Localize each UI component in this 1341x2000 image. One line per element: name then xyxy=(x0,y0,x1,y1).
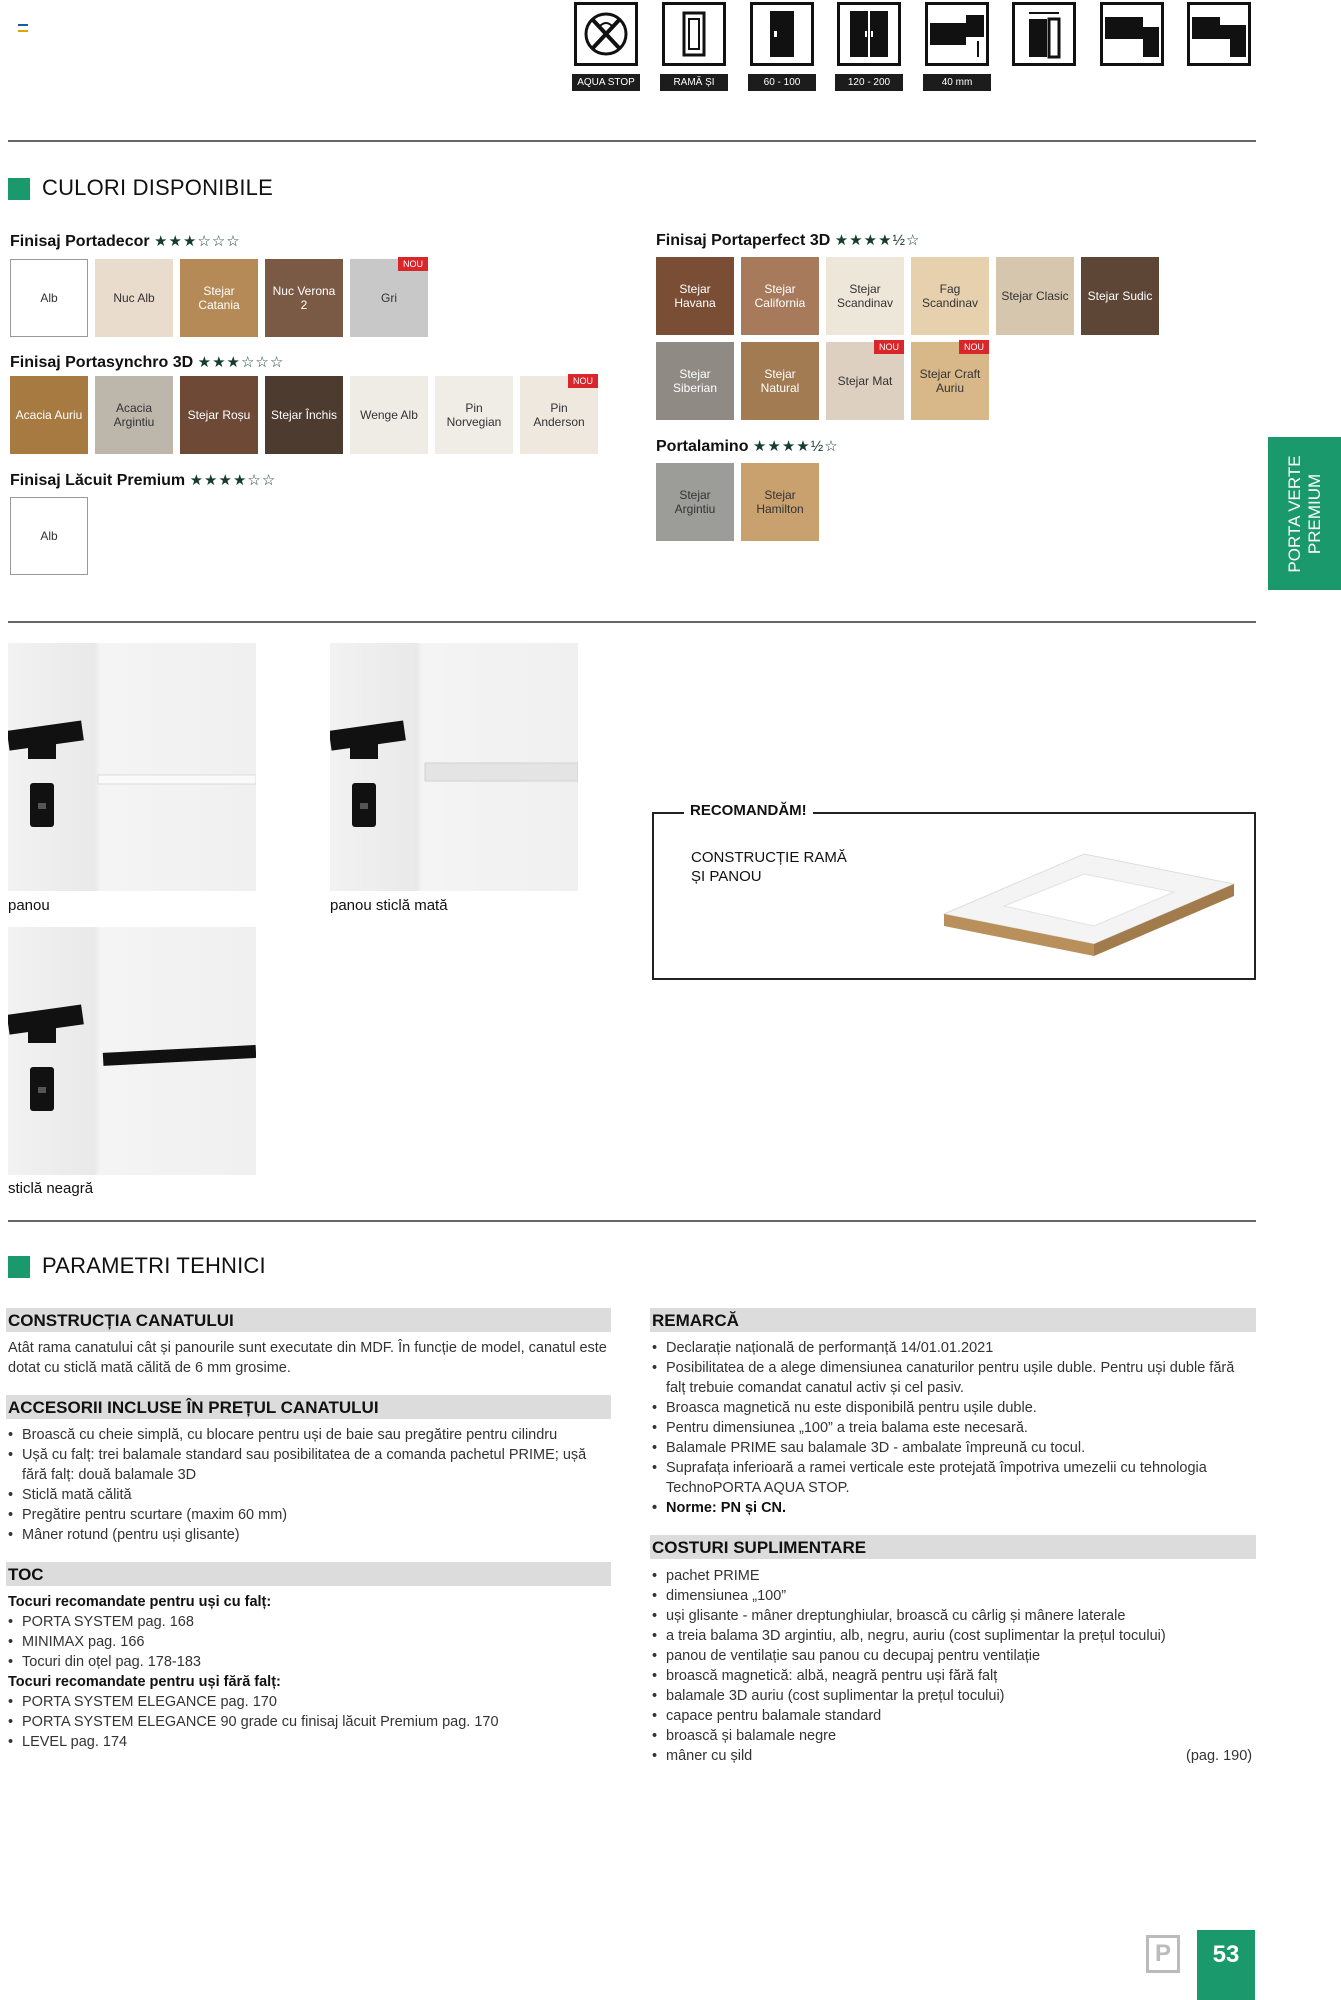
door-handle-illustration xyxy=(8,927,256,1175)
new-badge: NOU xyxy=(874,340,904,354)
list-item: • mâner cu șild xyxy=(652,1746,1256,1766)
photo-caption: panou xyxy=(8,897,50,914)
remarca-list xyxy=(652,1338,1256,1518)
costuri-list xyxy=(652,1566,1256,1766)
color-swatch xyxy=(656,463,734,541)
swatch-label: Stejar Mat xyxy=(837,374,893,388)
page-number: 53 xyxy=(1197,1930,1255,2000)
list-item: • broască și balamale negre xyxy=(652,1726,1256,1746)
swatch-label: Stejar Craft Auriu xyxy=(919,367,981,395)
list-item: • PORTA SYSTEM ELEGANCE pag. 170 xyxy=(8,1692,608,1712)
list-item: • panou de ventilație sau panou cu decupaj pentru ventilație xyxy=(652,1646,1256,1666)
list-item: • uși glisante - mâner dreptunghiular, broască cu cârlig și mânere laterale xyxy=(652,1606,1256,1626)
constructie-heading: CONSTRUCȚIA CANATULUI xyxy=(6,1308,611,1332)
icon-label: 40 mm xyxy=(923,74,991,91)
new-badge: NOU xyxy=(568,374,598,388)
list-item: • a treia balama 3D argintiu, alb, negru, auriu (cost suplimentar la prețul tocului) xyxy=(652,1626,1256,1646)
swatch-label: Stejar Natural xyxy=(760,367,800,395)
divider xyxy=(8,140,1256,142)
rebate-door-icon xyxy=(1100,2,1164,66)
rating-stars: ★★★☆☆☆ xyxy=(154,233,241,250)
toc-subheading-fara-falt: Tocuri recomandate pentru uși fără falț: xyxy=(8,1674,281,1690)
no-rebate-door-icon xyxy=(1187,2,1251,66)
recommend-box xyxy=(652,802,1256,980)
recommend-line2: ȘI PANOU xyxy=(691,868,762,885)
color-swatch xyxy=(520,376,598,454)
color-swatch xyxy=(741,342,819,420)
color-swatch xyxy=(826,342,904,420)
divider xyxy=(8,1220,1256,1222)
color-swatch xyxy=(656,257,734,335)
list-item: • Mâner rotund (pentru uși glisante) xyxy=(8,1525,608,1545)
corner-mark xyxy=(18,24,28,32)
remarca-heading: REMARCĂ xyxy=(650,1308,1256,1332)
swatch-label: Stejar Catania xyxy=(198,284,240,312)
swatch-label: Stejar Sudic xyxy=(1087,289,1153,303)
icon-label: 120 - 200 xyxy=(835,74,903,91)
color-swatch xyxy=(265,376,343,454)
color-swatch xyxy=(350,376,428,454)
list-item: • Sticlă mată călită xyxy=(8,1485,608,1505)
swatch-label: Stejar Havana xyxy=(674,282,716,310)
swatch-label: Stejar Scandinav xyxy=(836,282,894,310)
list-item: • capace pentru balamale standard xyxy=(652,1706,1256,1726)
color-swatch xyxy=(350,259,428,337)
frame-panel-icon xyxy=(662,2,726,66)
list-item: • balamale 3D auriu (cost suplimentar la prețul tocului) xyxy=(652,1686,1256,1706)
list-item: • Pregătire pentru scurtare (maxim 60 mm) xyxy=(8,1505,608,1525)
color-swatch xyxy=(656,342,734,420)
swatch-label: Alb xyxy=(40,529,58,543)
list-item: • PORTA SYSTEM pag. 168 xyxy=(8,1612,608,1632)
side-tab-line1: PORTA VERTE xyxy=(1284,454,1304,573)
section-marker xyxy=(8,178,30,200)
color-swatch xyxy=(911,257,989,335)
swatch-label: Acacia Auriu xyxy=(15,408,83,422)
aqua-stop-icon xyxy=(574,2,638,66)
side-tab-line2: PREMIUM xyxy=(1304,473,1324,554)
list-item: • dimensiunea „100” xyxy=(652,1586,1256,1606)
door-photo-sticla-neagra xyxy=(8,927,256,1175)
toc-subheading-falt: Tocuri recomandate pentru uși cu falț: xyxy=(8,1594,272,1610)
costuri-page-ref: (pag. 190) xyxy=(1186,1748,1253,1764)
brand-logo-letter: P xyxy=(1154,1940,1171,1967)
swatch-label: Stejar Hamilton xyxy=(756,488,804,516)
color-swatch xyxy=(826,257,904,335)
list-item: • Posibilitatea de a alege dimensiunea canaturilor pentru ușile duble. Pentru uși duble fără falț trebuie comandat canatul activ și cel pasiv. xyxy=(652,1358,1256,1398)
list-item: • Broască cu cheie simplă, cu blocare pentru uși de baie sau pregătire pentru cilindru xyxy=(8,1425,608,1445)
door-handle-illustration xyxy=(8,643,256,891)
list-item: • PORTA SYSTEM ELEGANCE 90 grade cu finisaj lăcuit Premium pag. 170 xyxy=(8,1712,608,1732)
portaperfect-title: Finisaj Portaperfect 3D ★★★★½☆ xyxy=(656,232,921,249)
swatch-label: Stejar Siberian xyxy=(672,367,718,395)
swatch-label: Nuc Alb xyxy=(113,291,155,305)
color-swatch xyxy=(95,376,173,454)
door-handle-illustration xyxy=(330,643,578,891)
list-item: • Tocuri din oțel pag. 178-183 xyxy=(8,1652,608,1672)
swatch-label: Pin Anderson xyxy=(533,401,585,429)
color-swatch xyxy=(741,257,819,335)
list-item: • Ușă cu falț: trei balamale standard sau posibilitatea de a comanda pachetul PRIME; ușă fără falț: două balamale 3D xyxy=(8,1445,608,1485)
color-swatch xyxy=(10,259,88,337)
door-photo-panou xyxy=(8,643,256,891)
color-swatch xyxy=(10,376,88,454)
recommend-line1: CONSTRUCȚIE RAMĂ xyxy=(691,849,847,866)
swatch-label: Stejar Clasic xyxy=(1001,289,1069,303)
swatch-label: Alb xyxy=(40,291,58,305)
swatch-label: Stejar Închis xyxy=(270,408,338,422)
list-item: • broască magnetică: albă, neagră pentru uși fără falț xyxy=(652,1666,1256,1686)
divider xyxy=(8,621,1256,623)
rating-stars: ★★★★½☆ xyxy=(752,438,839,455)
color-swatch xyxy=(10,497,88,575)
door-photo-panou-sticla-mata xyxy=(330,643,578,891)
colors-section-title: CULORI DISPONIBILE xyxy=(42,175,273,200)
costuri-heading: COSTURI SUPLIMENTARE xyxy=(650,1535,1256,1559)
accesorii-heading: ACCESORII INCLUSE ÎN PREȚUL CANATULUI xyxy=(6,1395,611,1419)
icon-label: 60 - 100 xyxy=(748,74,816,91)
list-item: • Broasca magnetică nu este disponibilă pentru ușile duble. xyxy=(652,1398,1256,1418)
lacuit-title: Finisaj Lăcuit Premium ★★★★☆☆ xyxy=(10,472,277,489)
swatch-label: Stejar Roșu xyxy=(187,408,251,422)
color-swatch xyxy=(95,259,173,337)
params-section-title: PARAMETRI TEHNICI xyxy=(42,1253,266,1278)
double-door-icon xyxy=(837,2,901,66)
brand-logo xyxy=(1146,1935,1180,1973)
list-item: • Pentru dimensiunea „100” a treia balama este necesară. xyxy=(652,1418,1256,1438)
color-swatch xyxy=(180,376,258,454)
swatch-label: Acacia Argintiu xyxy=(113,401,155,429)
color-swatch xyxy=(996,257,1074,335)
swatch-label: Stejar Argintiu xyxy=(674,488,716,516)
swatch-label: Stejar California xyxy=(754,282,806,310)
new-badge: NOU xyxy=(398,257,428,271)
swatch-label: Wenge Alb xyxy=(360,408,418,422)
accesorii-list xyxy=(8,1425,608,1545)
single-door-icon xyxy=(750,2,814,66)
rating-stars: ★★★★½☆ xyxy=(834,232,921,249)
portasynchro-title: Finisaj Portasynchro 3D ★★★☆☆☆ xyxy=(10,354,285,371)
color-swatch xyxy=(1081,257,1159,335)
thickness-icon xyxy=(925,2,989,66)
toc-list-fara-falt xyxy=(8,1692,608,1752)
color-swatch xyxy=(180,259,258,337)
portadecor-title: Finisaj Portadecor ★★★☆☆☆ xyxy=(10,233,241,250)
list-item: • LEVEL pag. 174 xyxy=(8,1732,608,1752)
swatch-label: Gri xyxy=(381,291,397,305)
photo-caption: panou sticlă mată xyxy=(330,897,448,914)
toc-heading: TOC xyxy=(6,1562,611,1586)
norme-item: • Norme: PN și CN. xyxy=(652,1498,1256,1518)
portalamino-title: Portalamino ★★★★½☆ xyxy=(656,438,839,455)
toc-list-falt xyxy=(8,1612,608,1672)
new-badge: NOU xyxy=(959,340,989,354)
rating-stars: ★★★★☆☆ xyxy=(189,472,277,489)
frame-panel-illustration xyxy=(934,834,1244,964)
icon-label: RAMĂ ȘI PANOU xyxy=(660,74,728,91)
color-swatch xyxy=(435,376,513,454)
section-marker xyxy=(8,1256,30,1278)
swatch-label: Fag Scandinav xyxy=(921,282,979,310)
recommend-title: RECOMANDĂM! xyxy=(684,802,813,819)
rating-stars: ★★★☆☆☆ xyxy=(197,354,285,371)
color-swatch xyxy=(265,259,343,337)
list-item: • pachet PRIME xyxy=(652,1566,1256,1586)
side-tab xyxy=(1268,437,1341,590)
list-item: • Suprafața inferioară a ramei verticale este protejată împotriva umezelii cu tehnologia TechnoPORTA AQUA STOP. xyxy=(652,1458,1256,1498)
sliding-door-icon xyxy=(1012,2,1076,66)
swatch-label: Nuc Verona 2 xyxy=(272,284,336,312)
color-swatch xyxy=(911,342,989,420)
icon-label: AQUA STOP xyxy=(572,74,640,91)
color-swatch xyxy=(741,463,819,541)
list-item: • Declarație națională de performanță 14/01.01.2021 xyxy=(652,1338,1256,1358)
photo-caption: sticlă neagră xyxy=(8,1180,94,1197)
list-item: • MINIMAX pag. 166 xyxy=(8,1632,608,1652)
list-item: • Balamale PRIME sau balamale 3D - ambalate împreună cu tocul. xyxy=(652,1438,1256,1458)
constructie-text: Atât rama canatului cât și panourile sunt executate din MDF. În funcție de model, canatul este dotat cu sticlă mată călită de 6 mm grosime. xyxy=(8,1340,607,1376)
swatch-label: Pin Norvegian xyxy=(446,401,502,429)
